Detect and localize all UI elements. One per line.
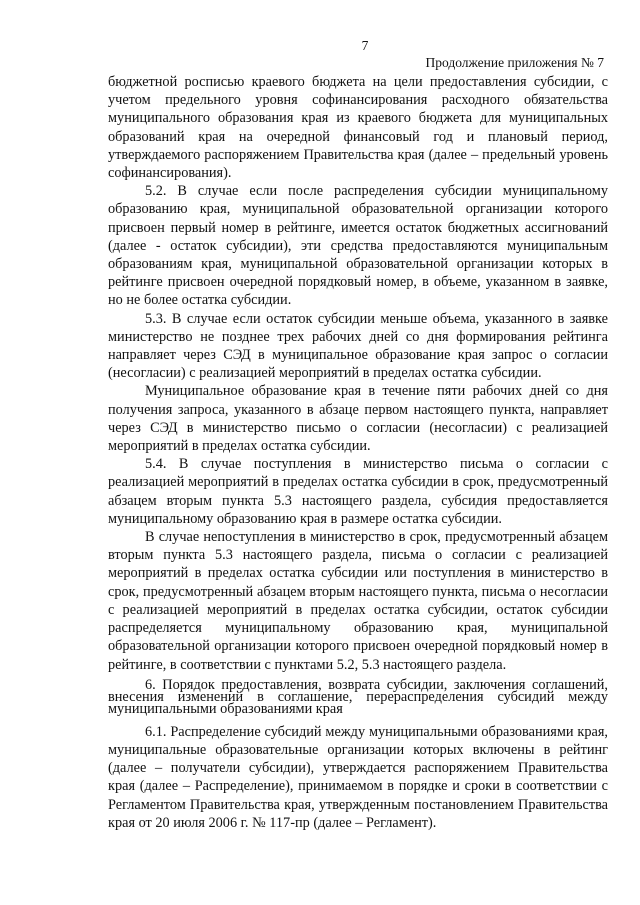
paragraph-6-1: 6.1. Распределение субсидий между муниципальными образованиями края, муниципальные образовательные организации которых включены в рейтинг (далее – получатели субсидии), утверждается распоряжением Правительства края (далее – Распределение), принимаемом в порядке и сроки в соответствии с Регламентом Правительства края, утвержденным постановлением Правительства края от 20 июля 2006 г. № 117-пр (далее – Регламент). xyxy=(108,723,608,831)
running-header: Продолжение приложения № 7 xyxy=(425,55,604,70)
paragraph-5-4-second: В случае непоступления в министерство в срок, предусмотренный абзацем вторым пункта 5.3 настоящего раздела, письма о согласии с реализацией мероприятий в пределах остатка субсидии или поступления в министерство в срок, предусмотренный абзацем вторым настоящего пункта, письма о несогласии с реализацией мероприятий в пределах остатка субсидии, остаток субсидии распределяется муниципальному образованию края, муниципальной образовательной организации которого присвоен очередной порядковый номер в рейтинге, в соответствии с пунктами 5.2, 5.3 настоящего раздела. xyxy=(108,529,608,673)
document-body xyxy=(108,73,608,832)
section-6-heading: 6. Порядок предоставления, возврата субсидии, заключения соглашений, внесения изменений в соглашение, перераспределения субсидий между муниципальными образованиями края xyxy=(108,676,608,717)
paragraph-5-3-second: Муниципальное образование края в течение пяти рабочих дней со дня получения запроса, указанного в абзаце первом настоящего пункта, направляет через СЭД в министерство письмо о согласии (несогласии) с реализацией мероприятий в пределах остатка субсидии. xyxy=(108,383,608,455)
paragraph-continuation: бюджетной росписью краевого бюджета на цели предоставления субсидии, с учетом предельного уровня софинансирования расходного обязательства муниципального образования края из краевого бюджета для муниципальных образований края на очередной финансовый год и плановый период, утверждаемого распоряжением Правительства края (далее – предельный уровень софинансирования). xyxy=(108,74,608,182)
paragraph-5-3: 5.3. В случае если остаток субсидии меньше объема, указанного в заявке министерство не позднее трех рабочих дней со дня формирования рейтинга направляет через СЭД в муниципальное образование края запрос о согласии (несогласии) с реализацией мероприятий в пределах остатка субсидии. xyxy=(108,310,608,382)
paragraph-5-4: 5.4. В случае поступления в министерство письма о согласии с реализацией мероприятий в пределах остатка субсидии в срок, предусмотренный абзацем вторым пункта 5.3 настоящего раздела, субсидия предоставляется муниципальному образованию края в размере остатка субсидии. xyxy=(108,456,608,527)
page-number: 7 xyxy=(361,38,369,53)
paragraph-5-2: 5.2. В случае если после распределения субсидии муниципальному образованию края, муниципальной образовательной организации которого присвоен первый номер в рейтинге, имеется остаток бюджетных ассигнований (далее - остаток субсидии), эти средства предоставляются муниципальным образованиям края, муниципальной образовательной организации которых в рейтинге присвоен очередной порядковый номер, в объеме, указанном в заявке, но не более остатка субсидии. xyxy=(108,183,608,309)
